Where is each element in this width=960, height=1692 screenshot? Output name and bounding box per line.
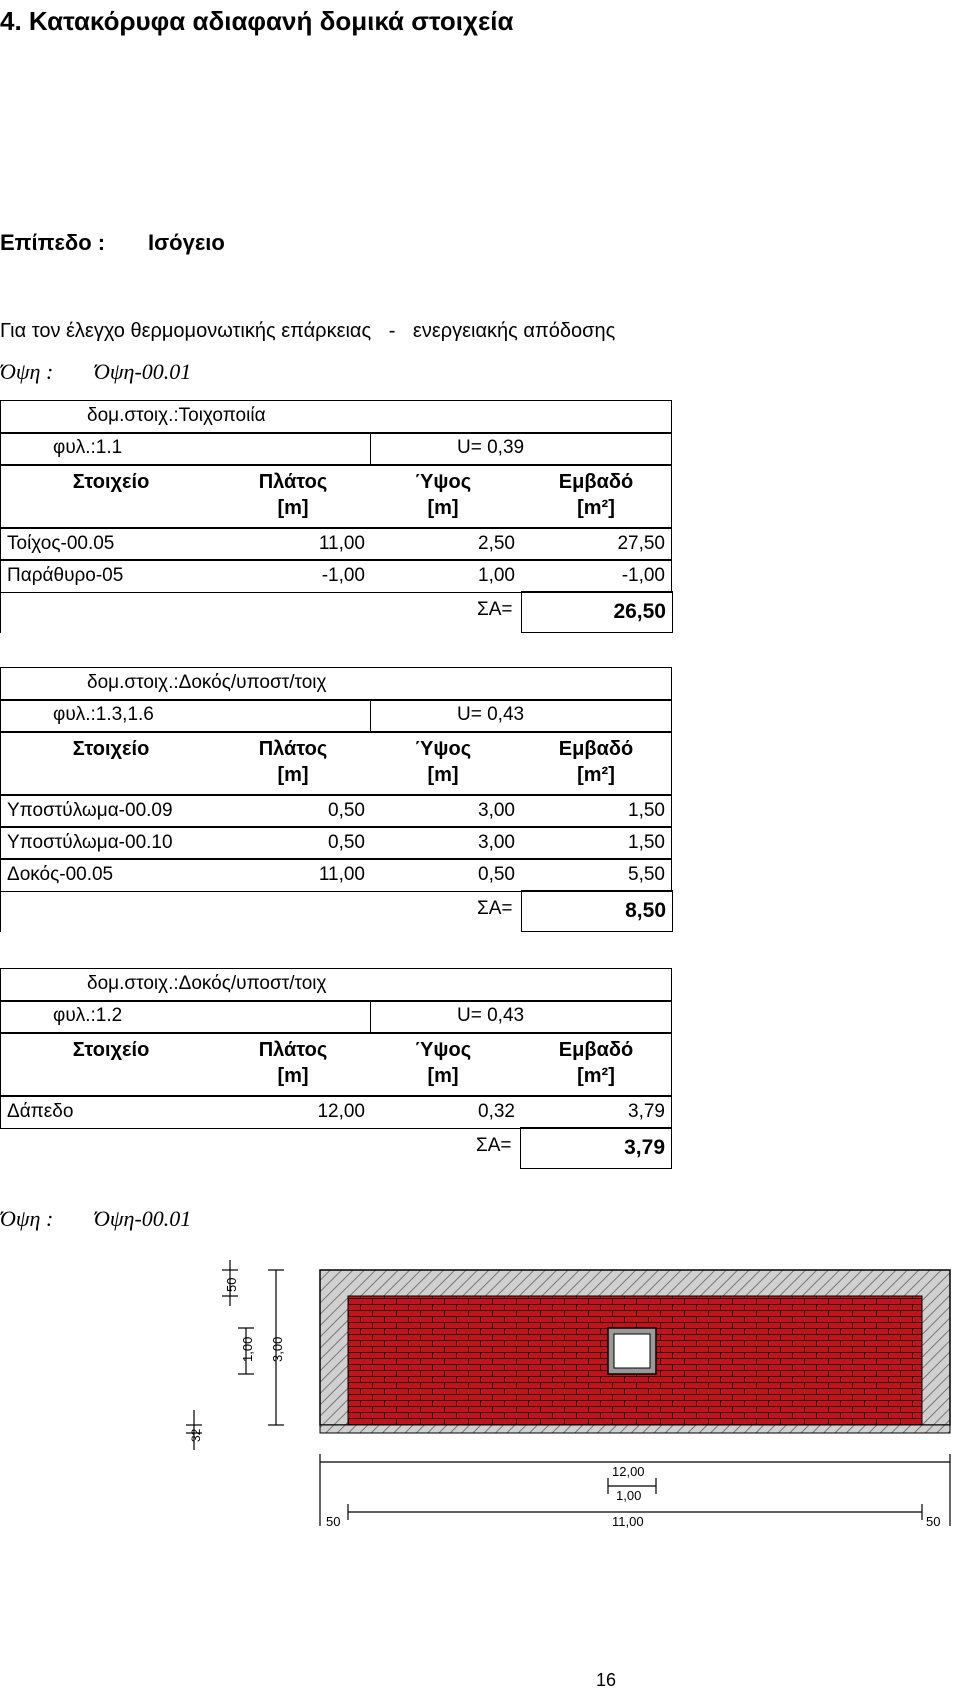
row-name: Υποστύλωμα-00.10 bbox=[7, 832, 173, 853]
row-width: 12,00 bbox=[317, 1101, 365, 1122]
col-width: Πλάτος [m] bbox=[258, 1039, 328, 1087]
row-height: 3,00 bbox=[478, 800, 515, 821]
row-area: 5,50 bbox=[628, 864, 665, 885]
sheet-row bbox=[0, 432, 672, 466]
row-area: -1,00 bbox=[621, 565, 665, 586]
table-row bbox=[0, 1095, 672, 1129]
dim-50-left: 50 bbox=[326, 1514, 341, 1529]
view-label-top: Όψη : bbox=[0, 359, 54, 384]
col-width: Πλάτος [m] bbox=[258, 471, 328, 519]
dim-50-vertical: 50 bbox=[224, 1277, 239, 1292]
level-label: Επίπεδο : bbox=[0, 230, 106, 255]
col-area: Εμβαδό [m²] bbox=[558, 471, 634, 519]
row-height: 1,00 bbox=[478, 565, 515, 586]
sum-row bbox=[0, 1127, 672, 1169]
purpose-separator: - bbox=[388, 320, 396, 342]
row-width: 11,00 bbox=[318, 864, 365, 885]
sheet-ref: φυλ.:1.1 bbox=[53, 437, 123, 458]
col-element: Στοιχείο bbox=[72, 1039, 150, 1061]
row-name: Δάπεδο bbox=[7, 1101, 74, 1122]
row-name: Υποστύλωμα-00.09 bbox=[7, 800, 173, 821]
col-height: Ύψος [m] bbox=[414, 738, 472, 786]
row-height: 3,00 bbox=[478, 832, 515, 853]
table-row bbox=[0, 858, 672, 892]
row-area: 27,50 bbox=[617, 533, 665, 554]
sum-value: 26,50 bbox=[613, 600, 666, 623]
sum-row bbox=[0, 890, 672, 932]
row-height: 2,50 bbox=[478, 533, 515, 554]
col-element: Στοιχείο bbox=[72, 471, 150, 493]
window bbox=[608, 1328, 656, 1374]
purpose-text bbox=[0, 320, 615, 343]
row-area: 3,79 bbox=[628, 1101, 665, 1122]
sum-label: ΣΑ= bbox=[477, 599, 513, 620]
header-row bbox=[0, 464, 672, 529]
floor-slab bbox=[320, 1425, 950, 1433]
purpose-part1: Για τον έλεγχο θερμομονωτικής επάρκειας bbox=[0, 320, 372, 342]
table-beam-column-1 bbox=[0, 667, 672, 935]
row-width: 0,50 bbox=[328, 800, 365, 821]
row-width: 11,00 bbox=[318, 533, 365, 554]
row-width: 0,50 bbox=[328, 832, 365, 853]
dim-300-vertical: 3,00 bbox=[270, 1336, 285, 1362]
sheet-row bbox=[0, 1000, 672, 1034]
row-area: 1,50 bbox=[628, 832, 665, 853]
page-heading: 4. Κατακόρυφα αδιαφανή δομικά στοιχεία bbox=[0, 6, 514, 36]
row-area: 1,50 bbox=[628, 800, 665, 821]
table-type-row bbox=[0, 667, 672, 701]
sum-label: ΣΑ= bbox=[476, 1135, 512, 1156]
row-width: -1,00 bbox=[321, 565, 365, 586]
table-beam-column-2 bbox=[0, 968, 672, 1172]
table-masonry bbox=[0, 400, 672, 635]
table-type-row bbox=[0, 968, 672, 1002]
col-area: Εμβαδό [m²] bbox=[558, 1039, 634, 1087]
u-value: U= 0,43 bbox=[457, 1005, 525, 1026]
table-row bbox=[0, 794, 672, 828]
sum-value: 8,50 bbox=[625, 899, 666, 922]
dim-50-right: 50 bbox=[926, 1514, 941, 1529]
table-row bbox=[0, 527, 672, 561]
table-type-row bbox=[0, 400, 672, 434]
row-height: 0,32 bbox=[478, 1101, 515, 1122]
header-row bbox=[0, 1032, 672, 1097]
elevation-drawing bbox=[180, 1250, 960, 1550]
element-type: δομ.στοιχ.:Τοιχοποιία bbox=[87, 405, 266, 426]
purpose-part2: ενεργειακής απόδοσης bbox=[412, 320, 616, 342]
dim-1200: 12,00 bbox=[612, 1464, 645, 1479]
col-height: Ύψος [m] bbox=[414, 471, 472, 519]
u-value: U= 0,43 bbox=[457, 704, 525, 725]
sum-row bbox=[0, 591, 672, 633]
view-value-top: Όψη-00.01 bbox=[94, 359, 192, 384]
dim-32-vertical: 32 bbox=[189, 1428, 203, 1442]
view-value-bottom: Όψη-00.01 bbox=[94, 1206, 192, 1231]
row-name: Δοκός-00.05 bbox=[7, 864, 114, 885]
u-value: U= 0,39 bbox=[457, 437, 525, 458]
col-height: Ύψος [m] bbox=[414, 1039, 472, 1087]
dim-100-vertical: 1,00 bbox=[240, 1336, 255, 1362]
row-height: 0,50 bbox=[478, 864, 515, 885]
sum-value: 3,79 bbox=[624, 1136, 665, 1159]
header-row bbox=[0, 731, 672, 796]
row-name: Παράθυρο-05 bbox=[7, 565, 124, 586]
dim-100-horizontal: 1,00 bbox=[616, 1488, 642, 1503]
col-area: Εμβαδό [m²] bbox=[558, 738, 634, 786]
page-number: 16 bbox=[596, 1670, 617, 1690]
sheet-ref: φυλ.:1.2 bbox=[53, 1005, 123, 1026]
level-value: Ισόγειο bbox=[148, 230, 225, 255]
element-type: δομ.στοιχ.:Δοκός/υποστ/τοιχ bbox=[87, 672, 327, 693]
element-type: δομ.στοιχ.:Δοκός/υποστ/τοιχ bbox=[87, 973, 327, 994]
dim-1100: 11,00 bbox=[612, 1514, 644, 1529]
sheet-ref: φυλ.:1.3,1.6 bbox=[53, 704, 154, 725]
row-name: Τοίχος-00.05 bbox=[7, 533, 115, 554]
sheet-row bbox=[0, 699, 672, 733]
col-width: Πλάτος [m] bbox=[258, 738, 328, 786]
sum-label: ΣΑ= bbox=[477, 898, 513, 919]
table-row bbox=[0, 559, 672, 593]
table-row bbox=[0, 826, 672, 860]
view-label-bottom: Όψη : bbox=[0, 1206, 54, 1231]
col-element: Στοιχείο bbox=[72, 738, 150, 760]
